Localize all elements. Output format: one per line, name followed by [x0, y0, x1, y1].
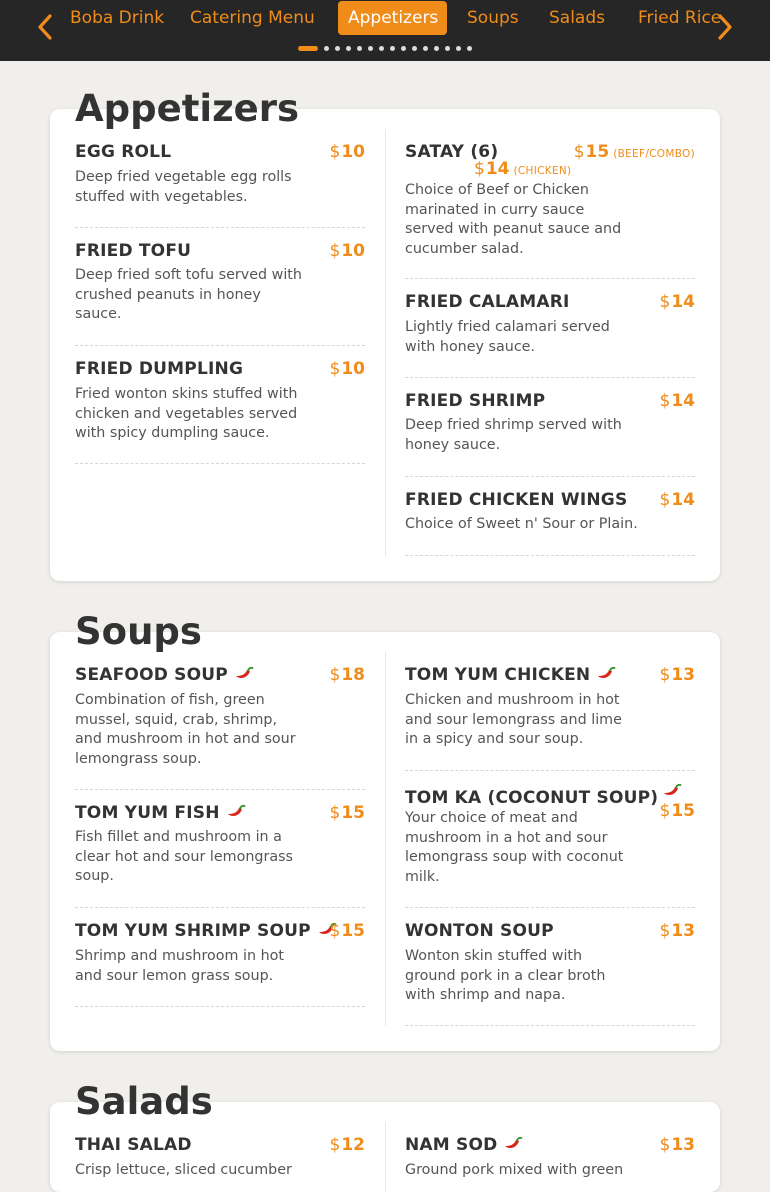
item-description: Lightly fried calamari served with honey sauce. [405, 319, 610, 355]
item-divider [405, 555, 695, 556]
section-title-appetizers: Appetizers [75, 87, 299, 130]
currency-symbol: $ [329, 1135, 341, 1155]
next-arrow-button[interactable] [716, 12, 736, 42]
chili-pepper-icon [503, 1136, 523, 1152]
item-description: Shrimp and mushroom in hot and sour lemon grass soup. [75, 948, 284, 984]
pagination-dot[interactable] [346, 46, 351, 51]
currency-symbol: $ [659, 490, 671, 510]
price-value: 13 [671, 1135, 695, 1155]
pagination-dot[interactable] [423, 46, 428, 51]
section-title-salads: Salads [75, 1080, 213, 1123]
pagination-dot[interactable] [324, 46, 329, 51]
chili-pepper-icon [234, 666, 254, 682]
price-value: 15 [341, 921, 365, 941]
item-name: FRIED DUMPLING [75, 359, 244, 379]
item-divider [75, 1006, 365, 1007]
currency-symbol: $ [659, 391, 671, 411]
item-description: Fried wonton skins stuffed with chicken and vegetables served with spicy dumpling sauce. [75, 386, 298, 441]
item-description: Crisp lettuce, sliced cucumber [75, 1162, 292, 1178]
item-divider [75, 463, 365, 464]
item-divider [405, 907, 695, 908]
pagination-dot[interactable] [357, 46, 362, 51]
item-price [330, 665, 366, 685]
section-title-soups: Soups [75, 610, 202, 653]
item-name [75, 665, 254, 685]
item-name [405, 665, 616, 685]
pagination-dot[interactable] [335, 46, 340, 51]
item-name: FRIED CALAMARI [405, 292, 570, 312]
currency-symbol: $ [659, 1135, 671, 1155]
item-price [660, 801, 696, 821]
pagination-dot[interactable] [390, 46, 395, 51]
item-price [660, 665, 696, 685]
item-name [75, 921, 337, 941]
currency-symbol: $ [474, 159, 485, 179]
pagination-dot[interactable] [467, 46, 472, 51]
item-description: Deep fried soft tofu served with crushed peanuts in honey sauce. [75, 267, 302, 322]
tab-boba-drink[interactable]: Boba Drink [70, 8, 165, 28]
item-price [330, 1135, 366, 1155]
pagination-dot[interactable] [456, 46, 461, 51]
item-name-text: TOM YUM FISH [75, 803, 220, 823]
item-divider [405, 770, 695, 771]
currency-symbol: $ [659, 801, 671, 821]
item-price [660, 292, 696, 312]
currency-symbol: $ [329, 359, 341, 379]
pagination-dot[interactable] [368, 46, 373, 51]
price-value: 10 [341, 142, 365, 162]
column-divider [385, 1122, 386, 1192]
item-description: Your choice of meat and mushroom in a hot and sour lemongrass soup with coconut milk. [405, 810, 624, 885]
item-price [574, 142, 695, 162]
tab-catering-menu[interactable]: Catering Menu [190, 8, 315, 28]
item-description: Deep fried shrimp served with honey sauce. [405, 417, 622, 453]
item-description: Ground pork mixed with green [405, 1162, 624, 1178]
item-name: THAI SALAD [75, 1135, 192, 1155]
pagination-dot[interactable] [401, 46, 406, 51]
item-price [330, 359, 366, 379]
currency-symbol: $ [329, 241, 341, 261]
currency-symbol: $ [659, 292, 671, 312]
item-description: Fish fillet and mushroom in a clear hot and sour lemongrass soup. [75, 829, 294, 884]
item-divider [405, 377, 695, 378]
item-description: Combination of fish, green mussel, squid, crab, shrimp, and mushroom in hot and sour lemongrass soup. [75, 692, 296, 767]
price-value: 13 [671, 665, 695, 685]
item-name [405, 783, 682, 808]
item-name: FRIED TOFU [75, 241, 192, 261]
price-value: 14 [671, 292, 695, 312]
item-name: FRIED CHICKEN WINGS [405, 490, 628, 510]
chili-pepper-icon [596, 666, 616, 682]
item-name: WONTON SOUP [405, 921, 554, 941]
item-price [660, 490, 696, 510]
price-value: 12 [341, 1135, 365, 1155]
item-description: Choice of Beef or Chicken marinated in curry sauce served with peanut sauce and cucumber salad. [405, 182, 622, 257]
price-value: 13 [671, 921, 695, 941]
prev-arrow-button[interactable] [36, 12, 56, 42]
price-value: 10 [341, 241, 365, 261]
pagination-dot[interactable] [379, 46, 384, 51]
item-description: Chicken and mushroom in hot and sour lemongrass and lime in a spicy and sour soup. [405, 692, 622, 747]
currency-symbol: $ [329, 803, 341, 823]
item-description: Choice of Sweet n' Sour or Plain. [405, 516, 638, 532]
currency-symbol: $ [659, 665, 671, 685]
currency-symbol: $ [573, 142, 585, 162]
item-divider [75, 227, 365, 228]
tab-salads[interactable]: Salads [549, 8, 605, 28]
item-divider [75, 907, 365, 908]
tabs-scroller [62, 0, 722, 38]
item-divider [405, 476, 695, 477]
item-name-text: TOM YUM CHICKEN [405, 665, 591, 685]
item-price [330, 142, 366, 162]
item-description: Deep fried vegetable egg rolls stuffed with vegetables. [75, 169, 292, 205]
pagination-dot[interactable] [434, 46, 439, 51]
price-value: 18 [341, 665, 365, 685]
price-value: 15 [671, 801, 695, 821]
column-divider [385, 652, 386, 1026]
price-value: 15 [585, 142, 610, 162]
chevron-left-icon [36, 12, 54, 42]
chili-pepper-icon [662, 783, 682, 799]
price-value: 10 [341, 359, 365, 379]
item-name-text: TOM KA (COCONUT SOUP) [405, 788, 659, 808]
price-value: 14 [671, 490, 695, 510]
item-price [660, 921, 696, 941]
currency-symbol: $ [329, 921, 341, 941]
item-name-text: NAM SOD [405, 1135, 498, 1155]
chili-pepper-icon [226, 804, 246, 820]
tab-appetizers[interactable]: Appetizers [338, 1, 447, 35]
tab-soups[interactable]: Soups [467, 8, 519, 28]
pagination-dot[interactable] [298, 46, 318, 51]
pagination-dot[interactable] [445, 46, 450, 51]
item-price-secondary [474, 159, 571, 179]
item-price [330, 241, 366, 261]
price-value: 14 [671, 391, 695, 411]
item-name: FRIED SHRIMP [405, 391, 546, 411]
item-price [660, 391, 696, 411]
column-divider [385, 129, 386, 556]
item-name [405, 1135, 523, 1155]
item-price [330, 921, 366, 941]
currency-symbol: $ [329, 665, 341, 685]
price-value: 15 [341, 803, 365, 823]
price-note: (BEEF/COMBO) [613, 148, 695, 160]
item-divider [75, 789, 365, 790]
item-price [330, 803, 366, 823]
item-name-text: TOM YUM SHRIMP SOUP [75, 921, 311, 941]
item-divider [405, 278, 695, 279]
item-divider [405, 1025, 695, 1026]
chevron-right-icon [716, 12, 734, 42]
item-divider [75, 345, 365, 346]
currency-symbol: $ [329, 142, 341, 162]
item-description: Wonton skin stuffed with ground pork in a clear broth with shrimp and napa. [405, 948, 606, 1003]
pagination-dot[interactable] [412, 46, 417, 51]
item-name-text: SEAFOOD SOUP [75, 665, 228, 685]
item-name: SATAY (6) [405, 142, 499, 162]
currency-symbol: $ [659, 921, 671, 941]
price-note: (CHICKEN) [513, 165, 572, 177]
item-price [660, 1135, 696, 1155]
tab-fried-rice[interactable]: Fried Rice [638, 8, 722, 28]
price-value: 14 [485, 159, 510, 179]
item-name: EGG ROLL [75, 142, 172, 162]
category-nav [0, 0, 770, 61]
item-name [75, 803, 246, 823]
